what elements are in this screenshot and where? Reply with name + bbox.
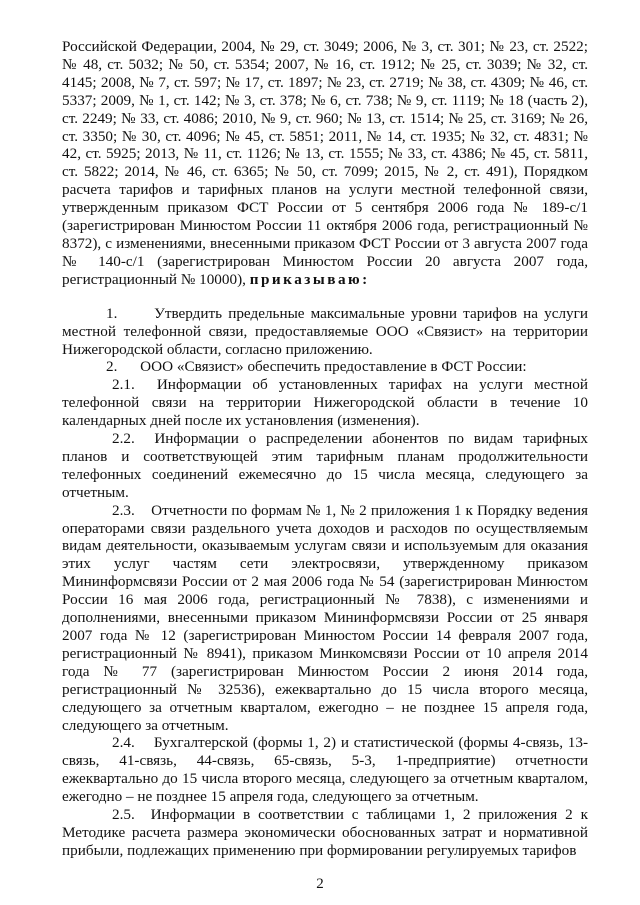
item-text: Отчетности по формам № 1, № 2 приложения 1 к Порядку ведения операторами связи раздельного учета доходов и расходов по осуществляемым видам деятельности, оказываемым услугам связи и используемым для оказания этих услуг частям сети электросвязи, утвержденному приказом Мининформсвязи России от 2 мая 2006 года № 54 (зарегистрирован Минюстом России 16 мая 2006 года, регистрационный № 7838), с изменениями и дополнениями, внесенными приказом Мининформсвязи России от 25 января 2007 года № 12 (зарегистрирован Минюстом России 14 февраля 2007 года, регистрационный № 8941), приказом Минкомсвязи России от 10 апреля 2014 года № 77 (зарегистрирован Минюстом России 2 июня 2014 года, регистрационный № 32536), ежеквартально до 15 числа второго месяца, следующего за отчетным кварталом, ежегодно – не позднее 15 апреля года, следующего за отчетным. (62, 501, 588, 734)
paragraph-gap (62, 289, 588, 305)
item-2-3 (62, 502, 588, 735)
item-text: Бухгалтерской (формы 1, 2) и статистической (формы 4-связь, 13-связь, 41-связь, 44-связь, 65-связь, 5-3, 1-предприятие) отчетности ежеквартально до 15 числа второго месяца, следующего за отчетным кварталом, ежегодно – не позднее 15 апреля года, следующего за отчетным. (62, 734, 589, 806)
preamble-text: Российской Федерации, 2004, № 29, ст. 3049; 2006, № 3, ст. 301; № 23, ст. 2522; № 48, ст. 5032; № 50, ст. 5354; 2007, № 16, ст. 1912; № 25, ст. 3039; № 32, ст. 4145; 2008, № 7, ст. 597; № 17, ст. 1897; № 23, ст. 2719; № 38, ст. 4309; № 46, ст. 5337; 2009, № 1, ст. 142; № 3, ст. 378; № 6, ст. 738; № 9, ст. 1119; № 18 (часть 2), ст. 2249; № 33, ст. 4086; 2010, № 9, ст. 960; № 13, ст. 1514; № 25, ст. 3169; № 26, ст. 3350; № 30, ст. 4096; № 45, ст. 5851; 2011, № 14, ст. 1935; № 32, ст. 4831; № 42, ст. 5925; 2013, № 11, ст. 1126; № 13, ст. 1555; № 33, ст. 4386; № 45, ст. 5811, ст. 5822; 2014, № 46, ст. 6365; № 50, ст. 7099; 2015, № 2, ст. 491), Порядком расчета тарифов и тарифных планов на услуги местной телефонной связи, утвержденным приказом ФСТ России от 5 сентября 2006 года № 189-с/1 (зарегистрирован Минюстом России 11 октября 2006 года, регистрационный № 8372), с изменениями, внесенными приказом ФСТ России от 3 августа 2007 года № 140-с/1 (зарегистрирован Минюстом России 20 августа 2007 года, регистрационный № 10000), (62, 38, 588, 288)
item-text: Информации в соответствии с таблицами 1, 2 приложения 2 к Методике расчета размера экономически обоснованных затрат и нормативной прибыли, подлежащих применению при формировании регулируемых тарифов (62, 806, 588, 859)
preamble-paragraph (62, 38, 588, 289)
item-number: 2.3. (112, 501, 135, 519)
item-2-1 (62, 376, 588, 430)
item-number: 2.5. (112, 806, 135, 824)
item-2-4 (62, 734, 588, 806)
item-text: Информации об установленных тарифах на услуги местной телефонной связи на территории Нижегородской области в течение 10 календарных дней после их установления (изменения). (62, 376, 588, 430)
item-number: 2. (106, 358, 118, 376)
item-2-2 (62, 430, 588, 502)
item-text: Информации о распределении абонентов по видам тарифных планов и соответствующей этим тарифным планам продолжительности телефонных соединений ежемесячно до 15 числа месяца, следующего за отчетным. (62, 430, 588, 501)
item-2-5 (62, 806, 588, 860)
order-word: приказываю: (249, 270, 370, 288)
item-2 (62, 358, 588, 376)
item-number: 2.4. (112, 734, 135, 752)
page-number: 2 (316, 876, 324, 892)
item-number: 2.1. (112, 376, 135, 394)
item-text: ООО «Связист» обеспечить предоставление в ФСТ России: (140, 358, 527, 376)
item-text: Утвердить предельные максимальные уровни тарифов на услуги местной телефонной связи, предоставляемые ООО «Связист» на территории Нижегородской области, согласно приложению. (62, 304, 588, 358)
document-body (62, 38, 588, 860)
item-1 (62, 305, 588, 359)
item-number: 1. (106, 304, 118, 322)
item-number: 2.2. (112, 430, 135, 448)
